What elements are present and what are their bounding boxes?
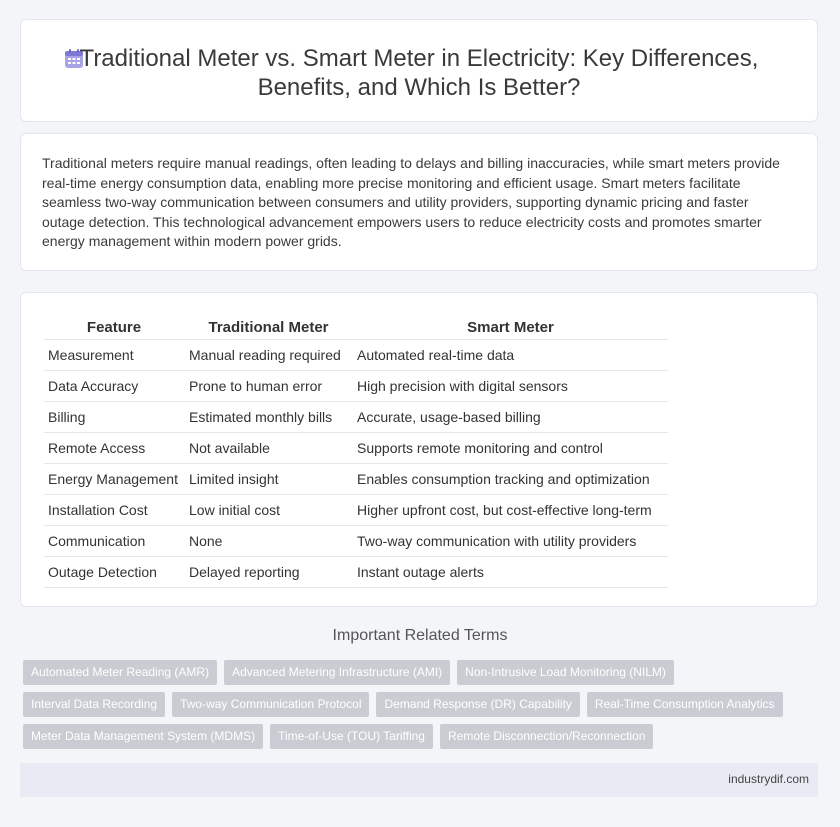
tag-interval-data[interactable]: Interval Data Recording (23, 692, 165, 717)
tag-amr[interactable]: Automated Meter Reading (AMR) (23, 660, 217, 685)
table-row (44, 495, 668, 526)
table-cell: Higher upfront cost, but cost-effective long-term (353, 495, 669, 526)
footer-site[interactable]: industrydif.com (728, 772, 809, 786)
comparison-card (20, 292, 818, 607)
intro-card (20, 133, 818, 271)
table-cell: Communication (44, 526, 185, 557)
table-cell: Prone to human error (185, 371, 353, 402)
table-cell: Manual reading required (185, 340, 353, 371)
tag-two-way-protocol[interactable]: Two-way Communication Protocol (172, 692, 369, 717)
page-title (21, 44, 817, 102)
table-cell: Billing (44, 402, 185, 433)
tag-row (23, 724, 813, 749)
table-cell: Limited insight (185, 464, 353, 495)
table-cell: Remote Access (44, 433, 185, 464)
table-row (44, 557, 668, 588)
table-row (44, 464, 668, 495)
table-cell: Accurate, usage-based billing (353, 402, 669, 433)
table-cell: Data Accuracy (44, 371, 185, 402)
table-cell: Instant outage alerts (353, 557, 669, 588)
table-cell: Automated real-time data (353, 340, 669, 371)
table-cell: None (185, 526, 353, 557)
table-row (44, 526, 668, 557)
table-cell: Energy Management (44, 464, 185, 495)
column-header-traditional: Traditional Meter (185, 317, 353, 340)
tag-tou[interactable]: Time-of-Use (TOU) Tariffing (270, 724, 433, 749)
table-cell: High precision with digital sensors (353, 371, 669, 402)
tag-nilm[interactable]: Non-Intrusive Load Monitoring (NILM) (457, 660, 674, 685)
table-cell: Not available (185, 433, 353, 464)
table-cell: Installation Cost (44, 495, 185, 526)
tag-ami[interactable]: Advanced Metering Infrastructure (AMI) (224, 660, 450, 685)
tag-remote-disconnect[interactable]: Remote Disconnection/Reconnection (440, 724, 653, 749)
page-title-line-1: Traditional Meter vs. Smart Meter in Electricity: Key Differences, (79, 45, 759, 72)
table-cell: Low initial cost (185, 495, 353, 526)
tag-mdms[interactable]: Meter Data Management System (MDMS) (23, 724, 263, 749)
tag-demand-response[interactable]: Demand Response (DR) Capability (376, 692, 579, 717)
table-header-row (44, 317, 668, 340)
table-row (44, 371, 668, 402)
tag-row (23, 660, 813, 685)
column-header-feature: Feature (44, 317, 185, 340)
table-cell: Estimated monthly bills (185, 402, 353, 433)
table-cell: Outage Detection (44, 557, 185, 588)
related-terms-title: Important Related Terms (332, 627, 508, 644)
table-row (44, 340, 668, 371)
table-row (44, 433, 668, 464)
column-header-smart: Smart Meter (353, 317, 669, 340)
intro-paragraph: Traditional meters require manual readings, often leading to delays and billing inaccuracies, while smart meters provide real-time energy consumption data, enabling more precise monitoring and efficient usage. Smart meters facilitate seamless two-way communication between consumers and utility providers, supporting dynamic pricing and faster outage detection. This technological advancement empowers users to reduce electricity costs and promotes smarter energy management within modern power grids. (42, 155, 780, 250)
comparison-table (44, 317, 668, 588)
table-cell: Measurement (44, 340, 185, 371)
table-cell: Supports remote monitoring and control (353, 433, 669, 464)
table-cell: Enables consumption tracking and optimization (353, 464, 669, 495)
table-cell: Two-way communication with utility providers (353, 526, 669, 557)
footer (20, 763, 818, 797)
table-cell: Delayed reporting (185, 557, 353, 588)
table-row (44, 402, 668, 433)
title-card (20, 19, 818, 122)
tag-row (23, 692, 813, 717)
tag-realtime-analytics[interactable]: Real-Time Consumption Analytics (587, 692, 783, 717)
related-terms-tags (23, 660, 813, 756)
page-title-line-2: Benefits, and Which Is Better? (257, 74, 581, 101)
